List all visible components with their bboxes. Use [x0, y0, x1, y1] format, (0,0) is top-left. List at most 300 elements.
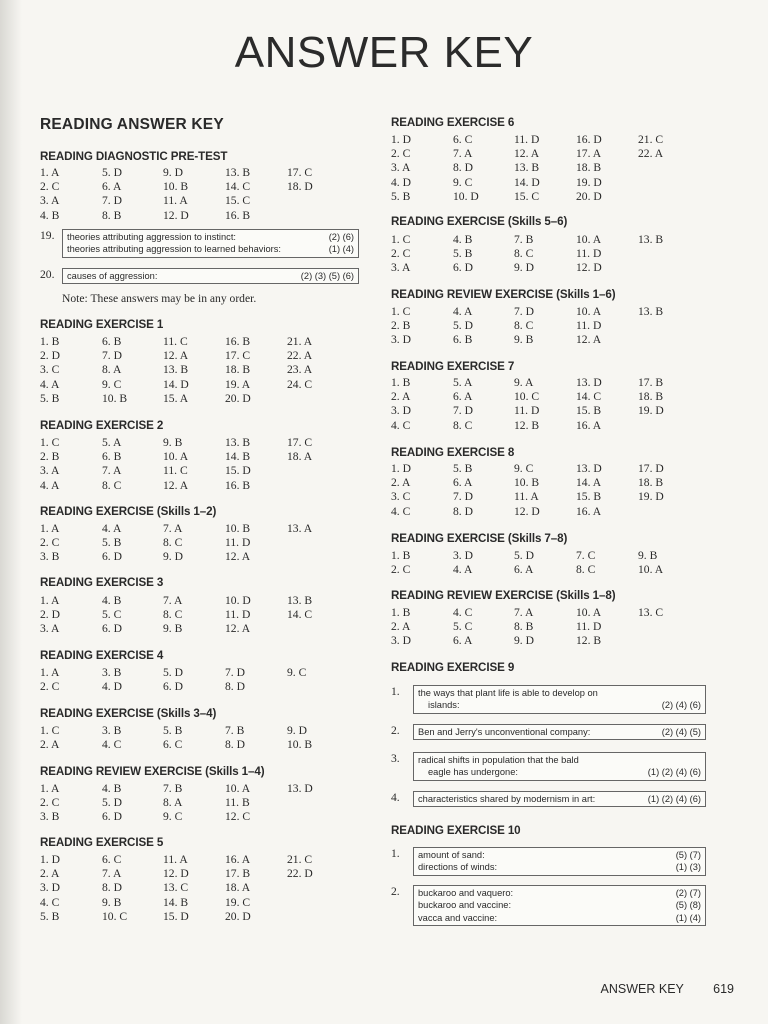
answer-cell: 4. A [453, 305, 473, 318]
item-answer-box [413, 847, 706, 876]
answer-cell: 12. A [225, 622, 251, 636]
answer-cell: 15. C [514, 189, 540, 203]
order-note: Note: These answers may be in any order. [62, 292, 257, 305]
answer-cell: 12. C [225, 810, 251, 824]
answer-cell: 5. B [40, 391, 60, 405]
answer-cell: 9. D [514, 634, 534, 648]
answer-cell: 2. A [391, 390, 411, 404]
answer-cell: 2. A [391, 620, 411, 634]
box-line [418, 754, 701, 766]
box-line-text: directions of winds: [418, 862, 498, 873]
box-line-text: buckaroo and vaccine: [418, 900, 512, 911]
box-line-text: islands: [428, 700, 460, 711]
answer-cell: 13. A [287, 522, 313, 535]
answer-cell: 6. A [102, 180, 122, 194]
answer-cell: 12. D [576, 261, 602, 275]
exercise-6-answers [391, 133, 698, 204]
exercise-3-title: READING EXERCISE 3 [40, 576, 164, 589]
answer-cell: 17. C [287, 166, 313, 179]
answer-cell: 11. C [163, 335, 188, 348]
answer-cell: 8. B [514, 620, 534, 634]
answer-cell: 10. A [576, 233, 602, 246]
answer-cell: 10. A [225, 782, 251, 795]
answer-cell: 5. A [453, 376, 473, 389]
page-number: 619 [713, 982, 734, 996]
box-line-text: amount of sand: [418, 850, 485, 860]
answer-cell: 13. B [287, 594, 313, 607]
answer-cell: 18. D [287, 180, 313, 194]
answer-cell: 1. B [391, 606, 411, 619]
answer-cell: 14. A [576, 476, 602, 490]
answer-cell: 3. C [40, 363, 60, 377]
answer-cell: 9. B [102, 895, 122, 909]
answer-cell: 15. D [163, 909, 189, 923]
answer-cell [638, 161, 698, 175]
answer-cell: 9. B [638, 549, 658, 562]
answer-cell: 12. A [514, 147, 540, 161]
answer-cell [638, 261, 698, 275]
answer-cell: 5. B [391, 189, 411, 203]
answer-cell: 6. D [453, 261, 473, 275]
box-line-answers: (1) (2) (4) (6) [647, 767, 701, 778]
box-line-text: radical shifts in population that the bald [418, 755, 579, 765]
answer-cell: 7. A [163, 594, 183, 607]
answer-cell: 13. C [638, 606, 664, 619]
answer-cell: 5. A [102, 436, 122, 449]
answer-cell: 5. D [102, 796, 122, 810]
box-line [418, 687, 701, 699]
answer-cell: 5. B [163, 724, 183, 737]
answer-cell: 5. D [453, 319, 473, 333]
answer-cell: 12. A [225, 550, 251, 564]
answer-cell: 4. A [40, 478, 60, 492]
answer-cell: 3. A [391, 161, 411, 175]
item-answer-box [413, 724, 706, 740]
answer-cell: 2. B [391, 319, 411, 333]
answer-cell: 5. B [40, 909, 60, 923]
item-number: 2. [391, 724, 400, 737]
diagnostic-q20 [40, 268, 359, 284]
answer-cell: 2. C [40, 536, 60, 550]
answer-cell: 6. C [453, 133, 473, 146]
answer-cell: 5. C [102, 608, 122, 622]
box-line-answers: (1) (3) [675, 862, 701, 873]
answer-cell: 4. C [40, 895, 60, 909]
answer-cell: 6. D [102, 622, 122, 636]
answer-cell: 7. B [225, 724, 245, 737]
answer-cell: 5. D [514, 549, 534, 562]
answer-cell: 2. C [391, 147, 411, 161]
answer-cell [287, 622, 347, 636]
box-line-text: eagle has undergone: [428, 767, 518, 778]
answer-cell: 5. D [102, 166, 122, 179]
answer-cell: 21. C [287, 853, 313, 866]
answer-cell: 7. D [102, 349, 122, 363]
answer-cell: 12. A [163, 478, 189, 492]
answer-cell: 6. C [102, 853, 122, 866]
answer-cell [287, 536, 347, 550]
answer-cell: 1. B [40, 335, 60, 348]
answer-cell: 6. B [102, 450, 122, 464]
answer-cell: 11. D [514, 133, 540, 146]
exercise-2-answers [40, 436, 347, 493]
answer-cell: 13. D [576, 462, 602, 475]
answer-cell: 7. A [163, 522, 183, 535]
answer-cell: 16. B [225, 208, 251, 222]
answer-cell: 11. D [225, 536, 251, 550]
answer-cell: 5. D [163, 666, 183, 679]
answer-cell: 8. B [102, 208, 122, 222]
answer-cell: 17. A [576, 147, 602, 161]
answer-cell: 7. A [514, 606, 534, 619]
answer-cell [287, 392, 347, 406]
box-line-answers: (5) (7) [675, 850, 701, 860]
answer-cell: 4. D [391, 175, 411, 189]
answer-cell [287, 796, 347, 810]
answer-cell: 1. C [391, 305, 411, 318]
answer-cell: 7. D [225, 666, 245, 679]
answer-cell: 23. A [287, 363, 313, 377]
exercise-4-answers [40, 666, 347, 694]
item-number: 4. [391, 791, 400, 804]
answer-cell: 13. B [225, 166, 251, 179]
answer-cell: 2. D [40, 349, 60, 363]
answer-cell: 6. A [453, 634, 473, 648]
exercise-1-answers [40, 335, 347, 406]
answer-cell [638, 176, 698, 190]
answer-cell: 19. C [225, 895, 251, 909]
answer-cell: 2. C [391, 247, 411, 261]
item-number: 2. [391, 885, 400, 898]
answer-cell: 13. B [163, 363, 189, 377]
answer-cell: 24. C [287, 377, 313, 391]
answer-cell: 9. B [163, 622, 183, 636]
exercise-4-title: READING EXERCISE 4 [40, 649, 164, 662]
item-answer-box [413, 885, 706, 926]
answer-cell: 2. C [40, 796, 60, 810]
item-answer-box [413, 791, 706, 807]
answer-cell: 1. A [40, 782, 60, 795]
answer-cell: 16. A [576, 504, 602, 518]
answer-cell: 22. A [287, 349, 313, 363]
answer-cell: 2. B [40, 450, 60, 464]
answer-cell [287, 209, 347, 223]
answer-cell: 8. C [514, 319, 534, 333]
answer-cell: 5. B [453, 462, 473, 475]
boxed-item [391, 791, 706, 807]
answer-cell: 11. A [163, 194, 188, 208]
answer-cell: 5. B [453, 247, 473, 261]
box-line [418, 726, 701, 738]
answer-cell: 7. D [453, 404, 473, 418]
answer-cell: 7. C [576, 549, 596, 562]
box-line [418, 861, 701, 873]
q20-number: 20. [40, 268, 55, 281]
answer-cell: 10. C [102, 909, 128, 923]
answer-cell: 4. A [40, 377, 60, 391]
q19-answer-box [62, 229, 359, 258]
exercise-1-title: READING EXERCISE 1 [40, 318, 164, 331]
review-skills-1-4-answers [40, 782, 347, 825]
box-line-answers: (2) (7) [675, 888, 701, 898]
box-line [418, 849, 701, 861]
box-line [418, 887, 701, 899]
box-line-text: Ben and Jerry's unconventional company: [418, 727, 591, 737]
answer-cell: 2. A [40, 738, 60, 752]
answer-cell: 10. A [163, 450, 189, 464]
answer-cell: 10. B [225, 522, 251, 535]
answer-cell: 2. C [40, 180, 60, 194]
answer-cell: 16. A [576, 418, 602, 432]
box-line-answers: (2) (4) (5) [661, 727, 701, 737]
answer-cell: 21. A [287, 335, 313, 348]
answer-cell: 9. C [163, 810, 183, 824]
answer-cell: 6. C [163, 738, 183, 752]
exercise-skills-7-8-title: READING EXERCISE (Skills 7–8) [391, 532, 568, 545]
answer-cell: 14. C [225, 180, 251, 194]
answer-cell: 10. A [638, 563, 664, 577]
answer-cell: 1. B [391, 549, 411, 562]
answer-cell: 11. A [163, 853, 188, 866]
answer-cell: 20. D [225, 391, 251, 405]
answer-cell: 18. A [287, 450, 313, 464]
answer-cell: 7. A [102, 464, 122, 478]
box-line-answers: (2) (3) (5) (6) [300, 271, 354, 281]
exercise-2-title: READING EXERCISE 2 [40, 419, 164, 432]
answer-cell: 9. A [514, 376, 534, 389]
answer-cell [287, 479, 347, 493]
box-line-text: buckaroo and vaquero: [418, 888, 514, 898]
review-skills-1-6-answers [391, 305, 698, 348]
answer-cell: 13. B [638, 233, 664, 246]
answer-cell: 2. A [391, 476, 411, 490]
boxed-item [391, 885, 706, 926]
answer-cell: 19. D [638, 490, 664, 504]
box-line-answers: (1) (4) [675, 912, 701, 923]
answer-cell: 12. A [576, 333, 602, 347]
answer-cell: 11. B [225, 796, 250, 810]
answer-cell: 1. C [391, 233, 411, 246]
exercise-skills-5-6-title: READING EXERCISE (Skills 5–6) [391, 215, 568, 228]
answer-cell: 2. C [40, 680, 60, 694]
answer-cell: 10. B [287, 738, 313, 752]
answer-cell: 15. B [576, 404, 602, 418]
answer-cell: 1. D [391, 133, 411, 146]
box-line-text: characteristics shared by modernism in art: [418, 794, 596, 804]
answer-cell: 9. B [514, 333, 534, 347]
answer-cell: 11. D [576, 620, 602, 634]
answer-cell: 22. D [287, 867, 313, 881]
answer-cell: 4. B [102, 782, 122, 795]
answer-cell: 13. C [163, 881, 189, 895]
answer-cell: 1. D [391, 462, 411, 475]
answer-cell: 1. B [391, 376, 411, 389]
answer-cell: 1. A [40, 594, 60, 607]
box-line-answers: (1) (4) [328, 244, 354, 255]
answer-cell: 7. D [453, 490, 473, 504]
answer-cell: 14. B [225, 450, 251, 464]
answer-cell [287, 680, 347, 694]
answer-cell: 8. C [102, 478, 122, 492]
answer-cell: 3. B [40, 810, 60, 824]
exercise-9-title: READING EXERCISE 9 [391, 661, 515, 674]
answer-cell [287, 896, 347, 910]
box-line-answers: (5) (8) [675, 900, 701, 911]
diagnostic-answers [40, 166, 347, 223]
answer-cell: 1. A [40, 522, 60, 535]
answer-cell: 4. B [40, 208, 60, 222]
answer-cell: 7. A [102, 867, 122, 881]
answer-cell [638, 634, 698, 648]
answer-cell: 9. C [453, 175, 473, 189]
answer-cell: 10. B [514, 476, 540, 490]
item-number: 3. [391, 752, 400, 765]
answer-cell: 20. D [225, 909, 251, 923]
answer-cell: 11. D [225, 608, 251, 622]
answer-cell [638, 247, 698, 261]
answer-cell: 18. B [576, 161, 602, 175]
answer-cell [638, 319, 698, 333]
exercise-skills-3-4-answers [40, 724, 347, 752]
answer-cell: 21. C [638, 133, 664, 146]
diagnostic-title: READING DIAGNOSTIC PRE-TEST [40, 150, 228, 163]
answer-cell: 9. D [514, 261, 534, 275]
answer-cell: 1. A [40, 166, 60, 179]
answer-cell: 6. A [453, 476, 473, 490]
page-footer [575, 982, 734, 996]
answer-cell: 9. D [163, 550, 183, 564]
boxed-item [391, 685, 706, 714]
answer-cell: 8. A [102, 363, 122, 377]
answer-cell: 2. C [391, 563, 411, 577]
answer-cell: 8. C [163, 608, 183, 622]
answer-cell: 1. C [40, 436, 60, 449]
answer-cell: 22. A [638, 147, 664, 161]
box-line [418, 912, 701, 924]
answer-cell: 12. B [514, 418, 540, 432]
answer-cell: 9. D [287, 724, 307, 737]
answer-cell: 8. D [225, 738, 245, 752]
answer-cell: 10. B [102, 391, 128, 405]
answer-cell: 18. B [638, 390, 664, 404]
q19-number: 19. [40, 229, 55, 242]
answer-cell: 3. C [391, 490, 411, 504]
answer-cell: 16. B [225, 478, 251, 492]
answer-cell: 18. A [225, 881, 251, 895]
answer-cell: 9. B [163, 436, 183, 449]
answer-cell: 3. A [40, 464, 60, 478]
answer-cell: 13. D [287, 782, 313, 795]
answer-cell: 7. D [514, 305, 534, 318]
answer-cell: 4. B [453, 233, 473, 246]
box-line-text: the ways that plant life is able to develop on [418, 688, 598, 698]
answer-cell: 6. D [163, 680, 183, 694]
answer-cell: 14. D [163, 377, 189, 391]
answer-cell: 11. A [514, 490, 539, 504]
answer-cell: 6. D [102, 810, 122, 824]
answer-cell: 8. D [225, 680, 245, 694]
answer-cell: 8. D [453, 161, 473, 175]
answer-cell: 16. B [225, 335, 251, 348]
review-skills-1-6-title: READING REVIEW EXERCISE (Skills 1–6) [391, 288, 616, 301]
box-line [67, 231, 354, 243]
answer-cell [638, 190, 698, 204]
answer-cell: 3. D [391, 333, 411, 347]
answer-cell: 12. D [163, 867, 189, 881]
answer-cell: 11. D [514, 404, 540, 418]
answer-cell [287, 550, 347, 564]
answer-cell: 3. B [102, 666, 122, 679]
answer-cell: 19. D [576, 175, 602, 189]
answer-cell: 11. D [576, 319, 602, 333]
answer-cell: 14. C [576, 390, 602, 404]
answer-cell: 6. D [102, 550, 122, 564]
answer-cell: 5. C [453, 620, 473, 634]
answer-cell: 14. D [514, 175, 540, 189]
answer-cell: 13. B [225, 436, 251, 449]
answer-cell: 10. C [514, 390, 540, 404]
box-line [418, 899, 701, 911]
answer-cell [287, 810, 347, 824]
answer-cell: 3. B [40, 550, 60, 564]
exercise-skills-5-6-answers [391, 233, 698, 276]
answer-cell: 4. A [102, 522, 122, 535]
answer-cell: 20. D [576, 189, 602, 203]
exercise-7-title: READING EXERCISE 7 [391, 360, 515, 373]
review-skills-1-4-title: READING REVIEW EXERCISE (Skills 1–4) [40, 765, 265, 778]
box-line [418, 699, 701, 711]
box-line [67, 243, 354, 255]
answer-cell: 17. C [287, 436, 313, 449]
answer-cell [638, 419, 698, 433]
answer-cell: 4. C [391, 418, 411, 432]
answer-cell: 8. C [453, 418, 473, 432]
answer-cell: 3. A [40, 622, 60, 636]
answer-cell: 17. B [225, 867, 251, 881]
answer-cell [287, 464, 347, 478]
box-line-text: vacca and vaccine: [418, 912, 498, 923]
answer-cell: 3. A [40, 194, 60, 208]
box-line [67, 270, 354, 282]
box-line-text: theories attributing aggression to instinct: [67, 232, 236, 242]
answer-cell: 1. C [40, 724, 60, 737]
exercise-skills-3-4-title: READING EXERCISE (Skills 3–4) [40, 707, 217, 720]
answer-cell: 4. C [453, 606, 473, 619]
answer-cell: 3. D [453, 549, 473, 562]
answer-cell: 12. D [163, 208, 189, 222]
answer-cell: 17. D [638, 462, 664, 475]
answer-cell: 17. B [638, 376, 664, 389]
boxed-item [391, 724, 706, 740]
answer-cell: 8. A [163, 796, 183, 810]
boxed-item [391, 752, 706, 781]
answer-cell: 5. B [102, 536, 122, 550]
diagnostic-q19 [40, 229, 359, 258]
answer-cell [638, 620, 698, 634]
answer-cell: 9. D [163, 166, 183, 179]
answer-cell: 19. A [225, 377, 251, 391]
exercise-skills-1-2-title: READING EXERCISE (Skills 1–2) [40, 505, 217, 518]
answer-cell [287, 194, 347, 208]
answer-cell: 1. D [40, 853, 60, 866]
answer-cell: 15. D [225, 464, 251, 478]
answer-cell: 3. D [40, 881, 60, 895]
answer-cell [287, 881, 347, 895]
answer-cell: 10. A [576, 606, 602, 619]
answer-cell: 18. B [638, 476, 664, 490]
answer-cell: 17. C [225, 349, 251, 363]
answer-cell: 13. B [638, 305, 664, 318]
